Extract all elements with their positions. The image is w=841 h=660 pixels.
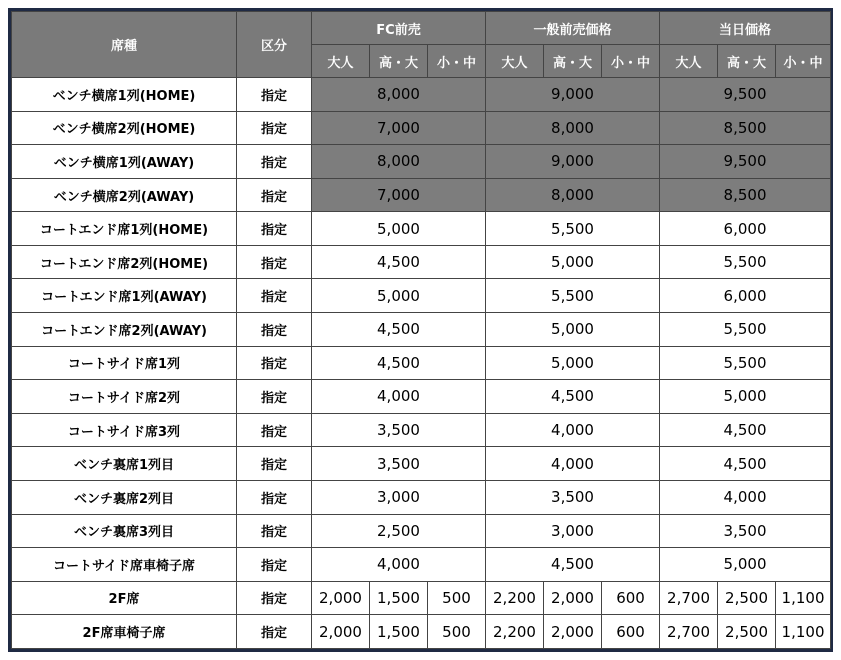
category-cell: 指定 (237, 78, 312, 112)
header-seat-type: 席種 (12, 12, 237, 78)
price-general-presale: 4,000 (486, 413, 660, 447)
price-fc-presale: 3,000 (312, 480, 486, 514)
header-sub-adult: 大人 (660, 45, 718, 78)
price-day-hs-univ: 2,500 (718, 615, 776, 649)
price-day-of: 9,500 (660, 145, 831, 179)
table-row (12, 346, 831, 380)
price-day-of: 5,500 (660, 245, 831, 279)
header-sub-elem-jr: 小・中 (776, 45, 831, 78)
price-fc-presale: 4,000 (312, 548, 486, 582)
table-row (12, 615, 831, 649)
price-fc-presale: 4,500 (312, 245, 486, 279)
seat-name: コートエンド席2列(HOME) (12, 245, 237, 279)
category-cell: 指定 (237, 245, 312, 279)
price-fc-presale: 7,000 (312, 178, 486, 212)
price-fc-hs-univ: 1,500 (370, 581, 428, 615)
price-fc-presale: 4,500 (312, 313, 486, 347)
price-fc-presale: 5,000 (312, 279, 486, 313)
category-cell: 指定 (237, 581, 312, 615)
seat-name: コートサイド席1列 (12, 346, 237, 380)
seat-name: 2F席 (12, 581, 237, 615)
price-day-of: 6,000 (660, 212, 831, 246)
table-row (12, 178, 831, 212)
price-day-elem-jr: 1,100 (776, 615, 831, 649)
price-day-of: 3,500 (660, 514, 831, 548)
table-row (12, 313, 831, 347)
category-cell: 指定 (237, 380, 312, 414)
seat-name: 2F席車椅子席 (12, 615, 237, 649)
category-cell: 指定 (237, 111, 312, 145)
table-row (12, 581, 831, 615)
seat-name: ベンチ裏席1列目 (12, 447, 237, 481)
table-row (12, 245, 831, 279)
category-cell: 指定 (237, 413, 312, 447)
table-row (12, 145, 831, 179)
price-general-presale: 5,500 (486, 212, 660, 246)
header-sub-hs-univ: 高・大 (370, 45, 428, 78)
price-general-presale: 9,000 (486, 145, 660, 179)
price-general-presale: 8,000 (486, 178, 660, 212)
header-sub-hs-univ: 高・大 (718, 45, 776, 78)
price-fc-elem-jr: 500 (428, 615, 486, 649)
seat-name: ベンチ横席1列(AWAY) (12, 145, 237, 179)
header-group-day-of: 当日価格 (660, 12, 831, 45)
price-table-frame (8, 8, 833, 652)
seat-name: コートエンド席1列(AWAY) (12, 279, 237, 313)
category-cell: 指定 (237, 548, 312, 582)
price-general-presale: 3,500 (486, 480, 660, 514)
price-day-of: 6,000 (660, 279, 831, 313)
price-fc-presale: 7,000 (312, 111, 486, 145)
price-day-of: 5,000 (660, 380, 831, 414)
header-sub-adult: 大人 (312, 45, 370, 78)
header-group-general-presale: 一般前売価格 (486, 12, 660, 45)
price-day-of: 8,500 (660, 111, 831, 145)
seat-name: ベンチ横席1列(HOME) (12, 78, 237, 112)
price-day-elem-jr: 1,100 (776, 581, 831, 615)
price-day-adult: 2,700 (660, 615, 718, 649)
price-general-presale: 8,000 (486, 111, 660, 145)
seat-name: コートサイド席3列 (12, 413, 237, 447)
price-day-of: 8,500 (660, 178, 831, 212)
price-general-elem-jr: 600 (602, 581, 660, 615)
table-row (12, 514, 831, 548)
price-day-of: 5,500 (660, 313, 831, 347)
table-row (12, 78, 831, 112)
price-general-presale: 3,000 (486, 514, 660, 548)
header-sub-hs-univ: 高・大 (544, 45, 602, 78)
price-fc-presale: 4,500 (312, 346, 486, 380)
seat-name: ベンチ横席2列(HOME) (12, 111, 237, 145)
seat-name: コートエンド席1列(HOME) (12, 212, 237, 246)
table-row (12, 279, 831, 313)
price-general-adult: 2,200 (486, 581, 544, 615)
price-general-presale: 4,500 (486, 548, 660, 582)
price-fc-presale: 2,500 (312, 514, 486, 548)
price-general-hs-univ: 2,000 (544, 581, 602, 615)
category-cell: 指定 (237, 615, 312, 649)
seat-name: コートサイド席車椅子席 (12, 548, 237, 582)
price-day-of: 5,500 (660, 346, 831, 380)
price-fc-adult: 2,000 (312, 615, 370, 649)
price-fc-presale: 3,500 (312, 447, 486, 481)
price-fc-elem-jr: 500 (428, 581, 486, 615)
price-general-presale: 9,000 (486, 78, 660, 112)
price-day-of: 9,500 (660, 78, 831, 112)
price-general-adult: 2,200 (486, 615, 544, 649)
category-cell: 指定 (237, 212, 312, 246)
price-fc-adult: 2,000 (312, 581, 370, 615)
header-category: 区分 (237, 12, 312, 78)
table-row (12, 548, 831, 582)
category-cell: 指定 (237, 447, 312, 481)
price-general-presale: 5,000 (486, 313, 660, 347)
price-general-presale: 4,500 (486, 380, 660, 414)
price-day-of: 4,500 (660, 447, 831, 481)
header-group-fc-presale: FC前売 (312, 12, 486, 45)
price-fc-presale: 3,500 (312, 413, 486, 447)
seat-name: コートエンド席2列(AWAY) (12, 313, 237, 347)
seat-name: ベンチ裏席3列目 (12, 514, 237, 548)
ticket-price-table (11, 11, 831, 649)
price-general-elem-jr: 600 (602, 615, 660, 649)
category-cell: 指定 (237, 178, 312, 212)
category-cell: 指定 (237, 514, 312, 548)
price-fc-presale: 8,000 (312, 145, 486, 179)
table-row (12, 413, 831, 447)
price-fc-hs-univ: 1,500 (370, 615, 428, 649)
category-cell: 指定 (237, 145, 312, 179)
table-row (12, 380, 831, 414)
table-row (12, 480, 831, 514)
price-day-hs-univ: 2,500 (718, 581, 776, 615)
price-general-presale: 5,500 (486, 279, 660, 313)
header-sub-elem-jr: 小・中 (602, 45, 660, 78)
table-row (12, 212, 831, 246)
price-day-of: 5,000 (660, 548, 831, 582)
header-sub-adult: 大人 (486, 45, 544, 78)
table-row (12, 447, 831, 481)
price-general-presale: 5,000 (486, 346, 660, 380)
price-fc-presale: 8,000 (312, 78, 486, 112)
price-fc-presale: 5,000 (312, 212, 486, 246)
seat-name: ベンチ裏席2列目 (12, 480, 237, 514)
seat-name: ベンチ横席2列(AWAY) (12, 178, 237, 212)
price-day-of: 4,500 (660, 413, 831, 447)
seat-name: コートサイド席2列 (12, 380, 237, 414)
category-cell: 指定 (237, 313, 312, 347)
header-sub-elem-jr: 小・中 (428, 45, 486, 78)
price-general-presale: 4,000 (486, 447, 660, 481)
price-day-adult: 2,700 (660, 581, 718, 615)
category-cell: 指定 (237, 279, 312, 313)
category-cell: 指定 (237, 480, 312, 514)
price-fc-presale: 4,000 (312, 380, 486, 414)
price-general-presale: 5,000 (486, 245, 660, 279)
price-day-of: 4,000 (660, 480, 831, 514)
category-cell: 指定 (237, 346, 312, 380)
table-row (12, 111, 831, 145)
price-general-hs-univ: 2,000 (544, 615, 602, 649)
